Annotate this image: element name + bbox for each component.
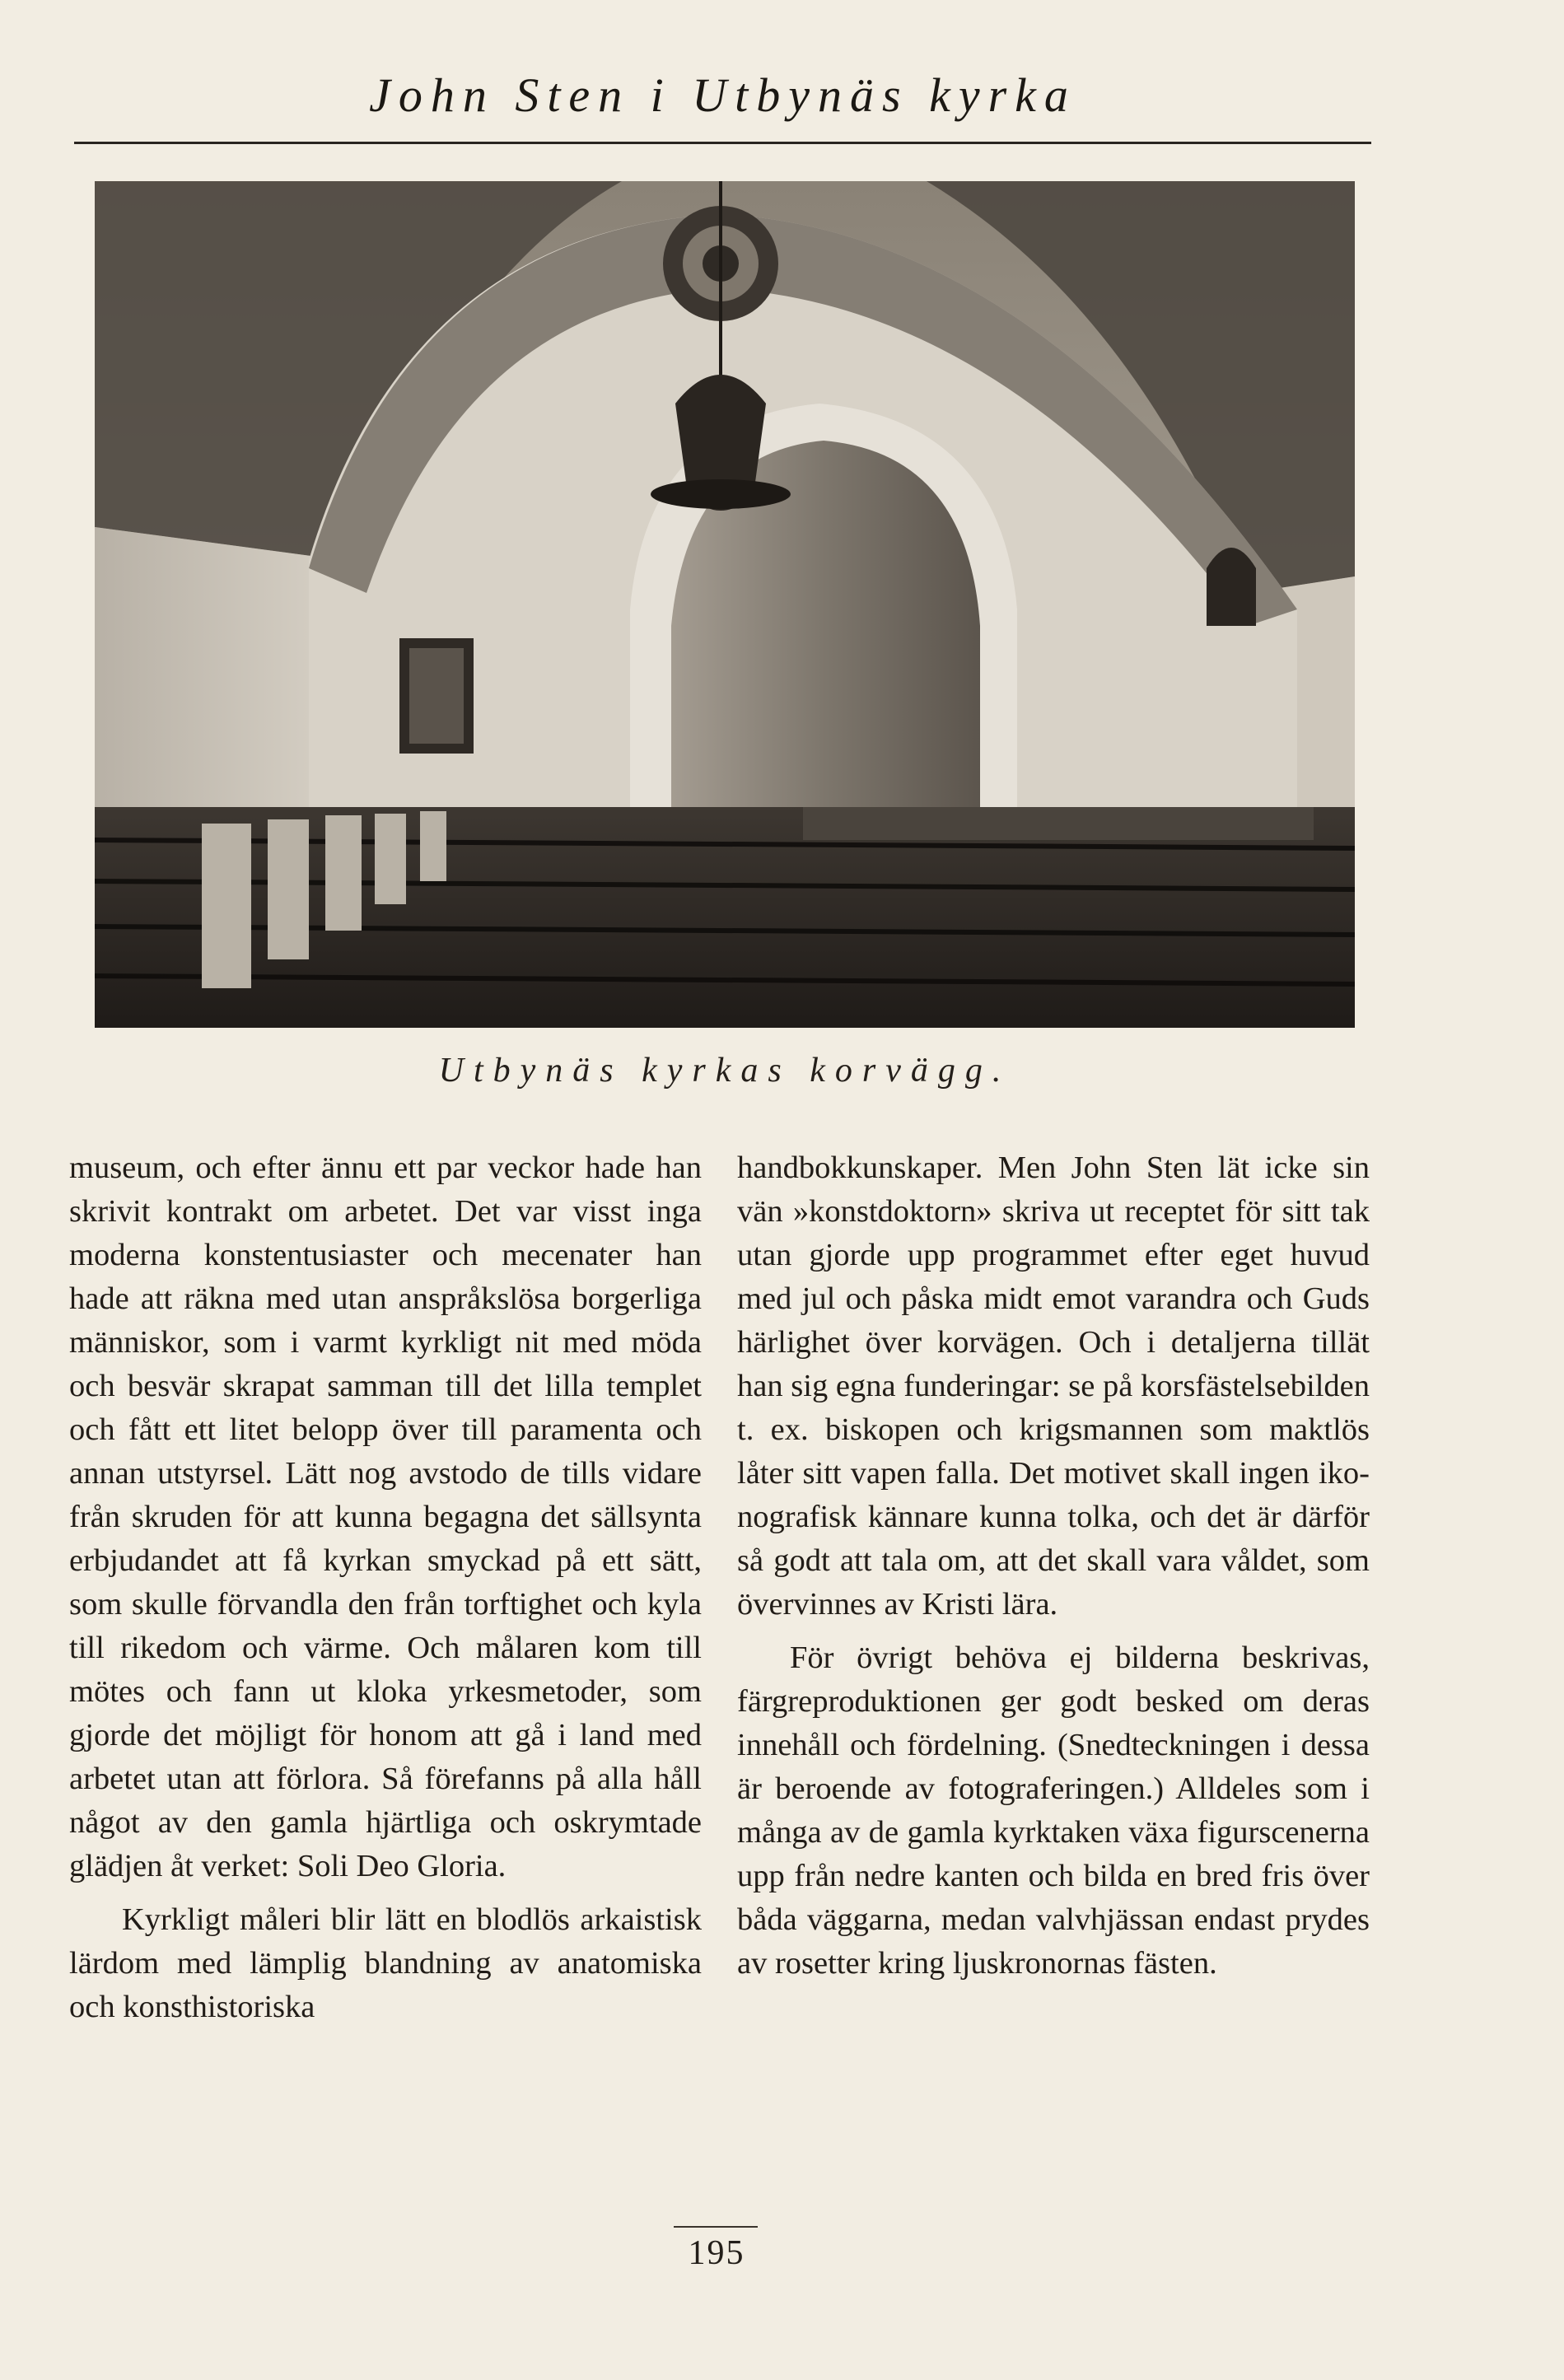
church-chancel-photograph xyxy=(95,181,1355,1028)
paragraph: museum, och efter ännu ett par veckor hade han skrivit kontrakt om arbetet. Det var visst inga moderna konstentusiaster och mecenater han hade att räkna med utan anspråkslösa borgerliga människor, som i varmt kyrkligt nit med möda och besvär skrapat samman till det lilla templet och fått ett litet belopp över till paramenta och annan utstyrsel. Lätt nog avstodo de tills vidare från skruden för att kunna begagna det sällsynta erbjudandet att få kyrkan smyckad på ett sätt, som skulle förvandla den från torftighet och kyla till rikedom och värme. Och målaren kom till mötes och fann ut kloka yrkesmetoder, som gjorde det möjligt för honom att gå i land med arbetet utan att förlora. Så förefanns på alla håll något av den gamla hjärtliga och oskrymtade glädjen åt verket: Soli Deo Gloria. xyxy=(69,1150,702,1883)
text-column-left xyxy=(69,1146,702,2029)
text-column-right xyxy=(737,1146,1370,1986)
paragraph: För övrigt behöva ej bilderna beskrivas, färgreproduktionen ger godt besked om deras innehåll och fördelning. (Snedteckningen i dessa är beroende av fotograferingen.) Alldeles som i många av de gamla kyrktaken växa figurscenerna upp från nedre kanten och bilda en bred fris över båda väggarna, medan valvhjässan endast prydes av rosetter kring ljuskronornas fästen. xyxy=(737,1640,1370,1981)
paragraph: handbokkunskaper. Men John Sten lät icke sin vän »konstdoktorn» skriva ut receptet för sitt tak utan gjorde upp programmet efter eget huvud med jul och påska midt emot varandra och Guds härlighet över korvägen. Och i detaljerna tillät han sig egna funderingar: se på korsfästelsebilden t. ex. biskopen och krigsmannen som maktlös låter sitt vapen falla. Det motivet skall ingen ikonografisk kännare kunna tolka, och det är därför så godt att tala om, att det skall vara våldet, som övervinnes av Kristi lära. xyxy=(737,1150,1370,1622)
paragraph: Kyrkligt måleri blir lätt en blodlös arkaistisk lärdom med lämplig blandning av anatomiska och konsthistoriska xyxy=(69,1902,702,2024)
figure-caption: Utbynäs kyrkas korvägg. xyxy=(438,1052,1011,1090)
page-number: 195 xyxy=(688,2234,745,2272)
photo-illustration xyxy=(95,181,1355,1028)
folio-rule xyxy=(674,2226,758,2228)
running-title: John Sten i Utbynäs kyrka xyxy=(369,68,1076,122)
header-rule xyxy=(74,142,1371,144)
